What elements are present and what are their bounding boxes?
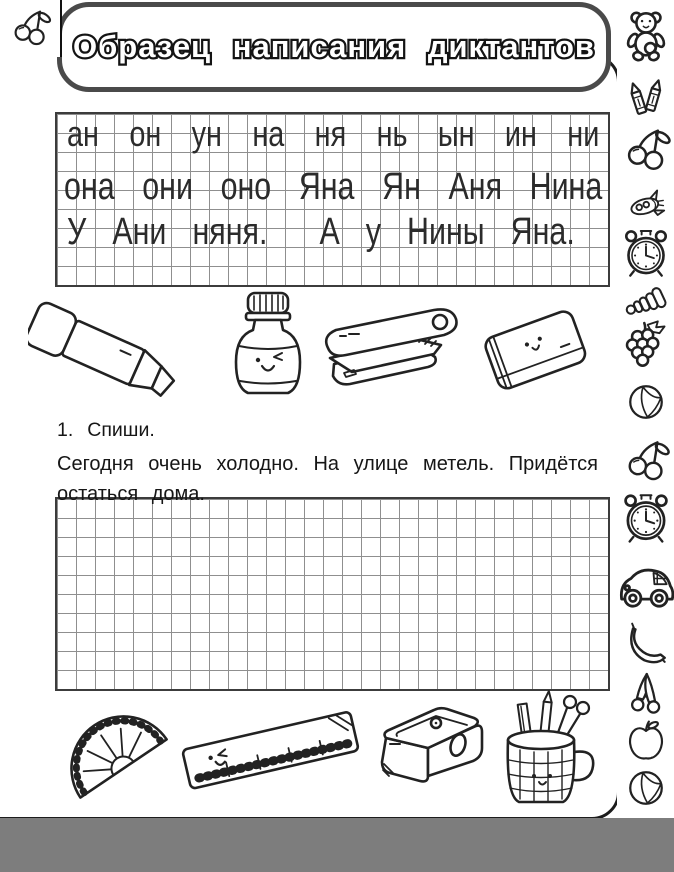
exercise-number: 1. [57, 419, 74, 441]
alarm-clock-icon [617, 488, 674, 546]
footer-bar [0, 818, 674, 872]
decorative-icon-strip [617, 0, 674, 818]
grapes-icon [619, 318, 673, 372]
beach-ball-icon [622, 764, 670, 812]
marker-illustration [28, 296, 210, 414]
exercise-text-line2: остаться дома. [57, 483, 205, 505]
banana-icon [620, 618, 672, 670]
cherries-icon [7, 6, 53, 52]
apple-icon [623, 718, 669, 764]
sample-line-3: У Ани няня. А у Нины Яна. [67, 211, 575, 253]
sample-writing-grid [55, 112, 610, 287]
teddy-bear-icon [618, 8, 674, 64]
exercise-block [57, 419, 598, 509]
stapler-illustration [316, 302, 472, 405]
crayons-icon [623, 76, 669, 122]
sample-line-1: ан он ун на ня нь ын ин ни [67, 113, 600, 154]
title-banner [57, 2, 611, 92]
sample-line-2: она они оно Яна Ян Аня Нина [64, 166, 603, 208]
ruler-illustration [176, 688, 366, 800]
exercise-heading [57, 419, 598, 442]
pencil-cup-illustration [490, 688, 602, 810]
protractor-illustration [48, 696, 180, 806]
stacking-rings-icon [624, 278, 668, 322]
alarm-clock-icon [618, 224, 674, 280]
cherries-icon [620, 436, 672, 488]
sharpener-illustration [370, 702, 492, 794]
eraser-illustration [476, 298, 594, 400]
exercise-instruction: Спиши. [87, 419, 155, 441]
rocket-icon [626, 186, 666, 226]
scissors-icon [622, 668, 670, 716]
car-icon [616, 556, 674, 616]
corner-icon-box [0, 0, 62, 57]
exercise-text-line1: Сегодня очень холодно. На улице метель. Придётся [57, 453, 598, 475]
cherries-icon [619, 124, 673, 178]
ink-bottle-illustration [222, 290, 315, 403]
blank-writing-grid [55, 497, 610, 691]
page-title: Образец написания диктантов [73, 29, 595, 64]
beach-ball-icon [622, 378, 670, 426]
